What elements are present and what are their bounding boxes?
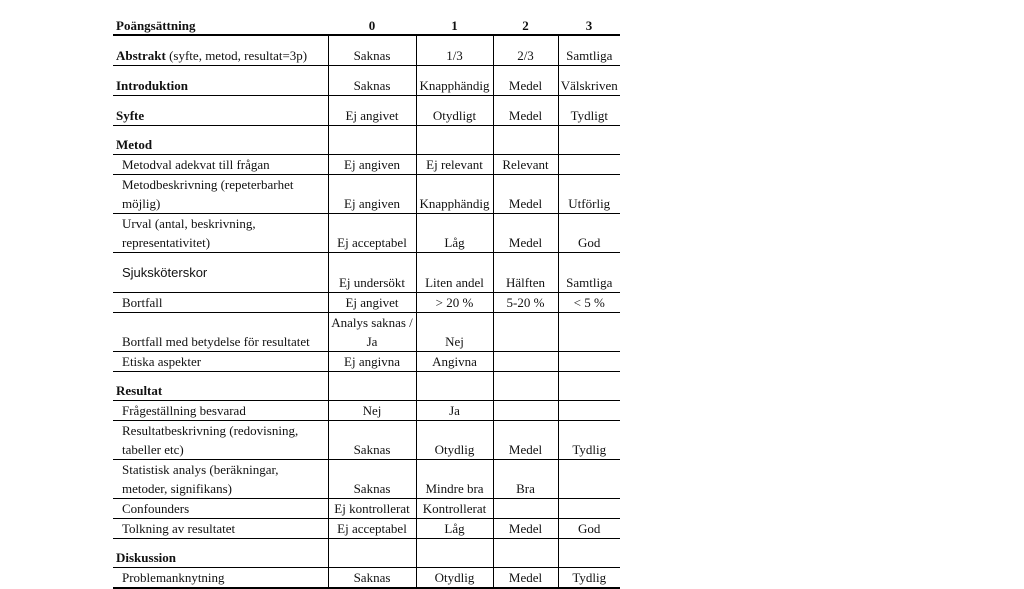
score-cell-2 bbox=[493, 125, 558, 154]
score-cell-1: Låg bbox=[416, 213, 493, 252]
score-cell-0: Saknas bbox=[328, 567, 416, 588]
score-cell-0 bbox=[328, 125, 416, 154]
score-cell-2: Medel bbox=[493, 213, 558, 252]
criterion-text: Abstrakt bbox=[116, 47, 166, 63]
score-cell-3: Tydlig bbox=[558, 420, 620, 459]
table-row bbox=[113, 498, 620, 518]
score-cell-1: Nej bbox=[416, 312, 493, 351]
score-cell-1 bbox=[416, 371, 493, 400]
score-cell-3 bbox=[558, 459, 620, 498]
score-cell-1: Liten andel bbox=[416, 252, 493, 292]
criterion-label bbox=[113, 567, 328, 588]
table-row bbox=[113, 174, 620, 213]
criterion-label bbox=[113, 351, 328, 371]
score-cell-3: Utförlig bbox=[558, 174, 620, 213]
criterion-label bbox=[113, 154, 328, 174]
score-cell-0: Ej angiven bbox=[328, 174, 416, 213]
score-cell-1: > 20 % bbox=[416, 292, 493, 312]
score-cell-1: 1/3 bbox=[416, 35, 493, 65]
table-row bbox=[113, 125, 620, 154]
score-cell-0: Ej angivna bbox=[328, 351, 416, 371]
score-cell-3 bbox=[558, 125, 620, 154]
criterion-label bbox=[113, 125, 328, 154]
criterion-label bbox=[113, 538, 328, 567]
criterion-text: Confounders bbox=[122, 500, 190, 516]
score-cell-1: Knapphändig bbox=[416, 174, 493, 213]
criterion-text: Bortfall med betydelse för resultatet bbox=[122, 333, 310, 349]
table-row bbox=[113, 252, 620, 292]
criterion-label bbox=[113, 312, 328, 351]
table-row bbox=[113, 420, 620, 459]
criterion-text: Resultatbeskrivning (redovisning, tabeller etc) bbox=[122, 422, 299, 457]
score-cell-2: Medel bbox=[493, 518, 558, 538]
table-row bbox=[113, 538, 620, 567]
criterion-text: Etiska aspekter bbox=[122, 353, 202, 369]
criterion-label bbox=[113, 65, 328, 95]
score-cell-0: Ej angiven bbox=[328, 154, 416, 174]
score-cell-3 bbox=[558, 312, 620, 351]
criterion-text: Bortfall bbox=[122, 294, 163, 310]
score-cell-0: Ej undersökt bbox=[328, 252, 416, 292]
scoring-rubric-sheet bbox=[113, 14, 620, 589]
score-cell-0: Saknas bbox=[328, 35, 416, 65]
criterion-text: Metodbeskrivning (repeterbarhet möjlig) bbox=[122, 176, 294, 211]
score-cell-1: Knapphändig bbox=[416, 65, 493, 95]
criterion-label bbox=[113, 292, 328, 312]
score-cell-1: Ej relevant bbox=[416, 154, 493, 174]
criterion-label bbox=[113, 252, 328, 292]
score-cell-3 bbox=[558, 538, 620, 567]
score-cell-2: Medel bbox=[493, 567, 558, 588]
score-cell-3: God bbox=[558, 213, 620, 252]
score-cell-0: Ej acceptabel bbox=[328, 518, 416, 538]
table-row bbox=[113, 518, 620, 538]
score-cell-2 bbox=[493, 498, 558, 518]
criterion-label bbox=[113, 95, 328, 125]
score-cell-3: Tydligt bbox=[558, 95, 620, 125]
criterion-label bbox=[113, 35, 328, 65]
score-header-0: 0 bbox=[328, 14, 416, 35]
table-row bbox=[113, 371, 620, 400]
table-row bbox=[113, 567, 620, 588]
score-cell-2 bbox=[493, 312, 558, 351]
score-cell-0 bbox=[328, 371, 416, 400]
score-cell-3: Samtliga bbox=[558, 252, 620, 292]
score-cell-1 bbox=[416, 538, 493, 567]
score-header-3: 3 bbox=[558, 14, 620, 35]
score-cell-3 bbox=[558, 498, 620, 518]
score-cell-3: < 5 % bbox=[558, 292, 620, 312]
score-cell-1: Låg bbox=[416, 518, 493, 538]
score-cell-2: 2/3 bbox=[493, 35, 558, 65]
criterion-text: Diskussion bbox=[116, 549, 176, 565]
score-cell-2 bbox=[493, 351, 558, 371]
table-row bbox=[113, 35, 620, 65]
score-cell-3 bbox=[558, 371, 620, 400]
score-cell-3: Samtliga bbox=[558, 35, 620, 65]
header-label: Poängsättning bbox=[113, 14, 328, 35]
table-row bbox=[113, 312, 620, 351]
score-cell-0: Saknas bbox=[328, 420, 416, 459]
criterion-label bbox=[113, 420, 328, 459]
score-cell-2 bbox=[493, 538, 558, 567]
criterion-text: Metod bbox=[116, 136, 153, 152]
score-cell-1 bbox=[416, 125, 493, 154]
criterion-text: Frågeställning besvarad bbox=[122, 402, 246, 418]
score-cell-0: Ej acceptabel bbox=[328, 213, 416, 252]
score-cell-1: Mindre bra bbox=[416, 459, 493, 498]
scoring-table bbox=[113, 14, 620, 589]
criterion-label bbox=[113, 498, 328, 518]
criterion-label bbox=[113, 174, 328, 213]
table-row bbox=[113, 292, 620, 312]
table-row bbox=[113, 351, 620, 371]
criterion-label bbox=[113, 459, 328, 498]
score-cell-2: Hälften bbox=[493, 252, 558, 292]
criterion-label bbox=[113, 400, 328, 420]
score-cell-2: Relevant bbox=[493, 154, 558, 174]
criterion-label bbox=[113, 371, 328, 400]
score-cell-1: Ja bbox=[416, 400, 493, 420]
score-cell-3: Tydlig bbox=[558, 567, 620, 588]
criterion-text: Statistisk analys (beräkningar, metoder, signifikans) bbox=[122, 461, 279, 496]
criterion-label bbox=[113, 213, 328, 252]
score-cell-2: Bra bbox=[493, 459, 558, 498]
criterion-text: Syfte bbox=[116, 107, 145, 123]
table-row bbox=[113, 459, 620, 498]
score-header-2: 2 bbox=[493, 14, 558, 35]
score-cell-2 bbox=[493, 371, 558, 400]
criterion-note: (syfte, metod, resultat=3p) bbox=[165, 47, 308, 63]
score-cell-1: Otydligt bbox=[416, 95, 493, 125]
criterion-text: Urval (antal, beskrivning, representativitet) bbox=[122, 215, 256, 250]
score-cell-0: Saknas bbox=[328, 65, 416, 95]
score-cell-0: Ej kontrollerat bbox=[328, 498, 416, 518]
criterion-text: Sjuksköterskor bbox=[122, 264, 208, 280]
score-cell-0: Saknas bbox=[328, 459, 416, 498]
criterion-label bbox=[113, 518, 328, 538]
score-cell-3 bbox=[558, 400, 620, 420]
score-cell-0: Ej angivet bbox=[328, 292, 416, 312]
table-row bbox=[113, 213, 620, 252]
header-row bbox=[113, 14, 620, 35]
criterion-text: Resultat bbox=[116, 382, 163, 398]
criterion-text: Problemanknytning bbox=[122, 569, 225, 585]
score-cell-2: Medel bbox=[493, 65, 558, 95]
score-cell-1: Angivna bbox=[416, 351, 493, 371]
score-cell-3: Välskriven bbox=[558, 65, 620, 95]
score-cell-3 bbox=[558, 351, 620, 371]
score-cell-3 bbox=[558, 154, 620, 174]
table-row bbox=[113, 95, 620, 125]
score-cell-0 bbox=[328, 538, 416, 567]
score-cell-2: 5-20 % bbox=[493, 292, 558, 312]
score-cell-2: Medel bbox=[493, 420, 558, 459]
score-cell-1: Otydlig bbox=[416, 567, 493, 588]
score-cell-2: Medel bbox=[493, 174, 558, 213]
criterion-text: Metodval adekvat till frågan bbox=[122, 156, 270, 172]
score-header-1: 1 bbox=[416, 14, 493, 35]
score-cell-0: Ej angivet bbox=[328, 95, 416, 125]
score-cell-1: Kontrollerat bbox=[416, 498, 493, 518]
score-cell-2 bbox=[493, 400, 558, 420]
rubric-body bbox=[113, 35, 620, 588]
score-cell-0: Nej bbox=[328, 400, 416, 420]
score-cell-2: Medel bbox=[493, 95, 558, 125]
criterion-text: Introduktion bbox=[116, 77, 189, 93]
score-cell-0: Analys saknas / Ja bbox=[328, 312, 416, 351]
table-row bbox=[113, 154, 620, 174]
table-row bbox=[113, 65, 620, 95]
criterion-text: Tolkning av resultatet bbox=[122, 520, 236, 536]
score-cell-3: God bbox=[558, 518, 620, 538]
table-row bbox=[113, 400, 620, 420]
score-cell-1: Otydlig bbox=[416, 420, 493, 459]
